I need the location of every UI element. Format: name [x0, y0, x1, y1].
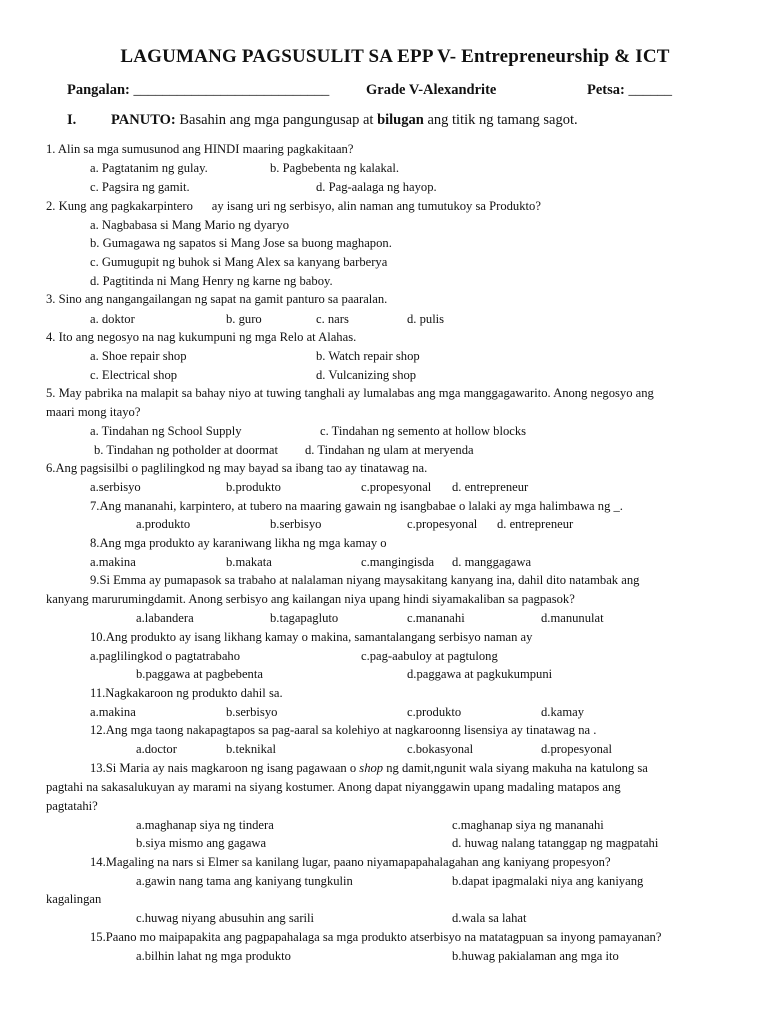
option: b. Gumagawa ng sapatos si Mang Jose sa buong maghapon.: [90, 236, 392, 250]
option: b.serbisyo: [226, 705, 278, 719]
option: c.mananahi: [407, 611, 465, 625]
option: a.labandera: [136, 611, 194, 625]
question-7: 7.Ang mananahi, karpintero, at tubero na maaring gawain ng isangbabae o lalaki ay mga halimbawa ng _.: [90, 499, 623, 513]
option: d.paggawa at pagkukumpuni: [407, 667, 553, 681]
name-field: [67, 82, 329, 99]
name-label: Pangalan:: [67, 82, 130, 98]
option: c. Gumugupit ng buhok si Mang Alex sa kanyang barberya: [90, 255, 388, 269]
name-blank: ___________________________: [133, 82, 330, 98]
question-8: 8.Ang mga produkto ay karaniwang likha ng mga kamay o: [90, 536, 387, 550]
question-2: 2. Kung ang pagkakarpintero ay isang uri ng serbisyo, alin naman ang tumutukoy sa Produkto?: [46, 199, 541, 213]
option: a. doktor: [90, 312, 135, 326]
option: a. Nagbabasa si Mang Mario ng dyaryo: [90, 218, 289, 232]
option: a.serbisyo: [90, 480, 141, 494]
question-10: 10.Ang produkto ay isang likhang kamay o makina, samantalangang serbisyo naman ay: [90, 630, 533, 644]
date-field: [587, 82, 672, 99]
option: b. Pagbebenta ng kalakal.: [270, 161, 400, 175]
question-4: 4. Ito ang negosyo na nag kukumpuni ng mga Relo at Alahas.: [46, 330, 357, 344]
instructions-label: PANUTO:: [111, 112, 176, 128]
option: b.siya mismo ang gagawa: [136, 836, 267, 850]
option: a.produkto: [136, 517, 191, 531]
option: a.makina: [90, 555, 136, 569]
option: d. Pag-aalaga ng hayop.: [316, 180, 437, 194]
question-15: 15.Paano mo maipapakita ang pagpapahalaga sa mga produkto atserbisyo na matatagpuan sa inyong pamayanan?: [90, 930, 662, 944]
option: c. Tindahan ng semento at hollow blocks: [320, 424, 527, 438]
question-5-cont: maari mong itayo?: [46, 405, 141, 419]
question-12: 12.Ang mga taong nakapagtapos sa pag-aaral sa kolehiyo at nagkaroonng lisensiya ay tinatawag na .: [90, 723, 597, 737]
option: d.propesyonal: [541, 742, 612, 756]
question-13-cont: pagtahi na sakasalukuyan ay marami na siyang kostumer. Anong dapat niyanggawin upang madaling matapos ang: [46, 780, 621, 794]
option: a. Tindahan ng School Supply: [90, 424, 242, 438]
option-cont: kagalingan: [46, 892, 102, 906]
option: b. guro: [226, 312, 262, 326]
option: d. manggagawa: [452, 555, 532, 569]
page-title: LAGUMANG PAGSUSULIT SA EPP V- Entrepreneurship & ICT: [120, 46, 670, 67]
option: b. Tindahan ng potholder at doormat: [94, 443, 278, 457]
option: a.paglilingkod o pagtatrabaho: [90, 649, 241, 663]
question-13: [90, 762, 648, 775]
option: b.paggawa at pagbebenta: [136, 667, 263, 681]
question-13-pre: 13.Si Maria ay nais magkaroon ng isang pagawaan o: [90, 761, 360, 775]
option: b.dapat ipagmalaki niya ang kaniyang: [452, 874, 644, 888]
option: b.huwag pakialaman ang mga ito: [452, 949, 619, 963]
option: d.manunulat: [541, 611, 604, 625]
question-13-italic: shop: [359, 761, 384, 775]
date-label: Petsa:: [587, 82, 625, 98]
option: b.produkto: [226, 480, 281, 494]
option: d. entrepreneur: [497, 517, 574, 531]
option: d. entrepreneur: [452, 480, 529, 494]
question-13-post: ng damit,ngunit wala siyang makuha na katulong sa: [383, 761, 648, 775]
question-14: 14.Magaling na nars si Elmer sa kanilang lugar, paano niyamapapahalagahan ang kaniyang propesyon?: [90, 855, 611, 869]
question-5: 5. May pabrika na malapit sa bahay niyo at tuwing tanghali ay lumalabas ang mga manggagawarito. Anong negosyo ang: [46, 386, 654, 400]
question-13-cont-2: pagtatahi?: [46, 799, 98, 813]
question-6: 6.Ang pagsisilbi o paglilingkod ng may bayad sa ibang tao ay tinatawag na.: [46, 461, 428, 475]
option: c. Pagsira ng gamit.: [90, 180, 190, 194]
option: c.propesyonal: [407, 517, 478, 531]
option: c.maghanap siya ng mananahi: [452, 818, 604, 832]
instructions-bold-word: bilugan: [377, 112, 424, 128]
option: c.bokasyonal: [407, 742, 474, 756]
option: c.huwag niyang abusuhin ang sarili: [136, 911, 315, 925]
option: d.kamay: [541, 705, 585, 719]
section-number: I.: [67, 112, 77, 128]
option: d. Tindahan ng ulam at meryenda: [305, 443, 474, 457]
option: d. Pagtitinda ni Mang Henry ng karne ng baboy.: [90, 274, 333, 288]
option: c.pag-aabuloy at pagtulong: [361, 649, 498, 663]
option: a.bilhin lahat ng mga produkto: [136, 949, 291, 963]
option: d.wala sa lahat: [452, 911, 527, 925]
instructions: [67, 112, 578, 129]
question-9: 9.Si Emma ay pumapasok sa trabaho at nalalaman niyang maysakitang kanyang ina, dahil dito natambak ang: [90, 573, 640, 587]
option: d. pulis: [407, 312, 445, 326]
option: c.produkto: [407, 705, 462, 719]
question-1: 1. Alin sa mga sumusunod ang HINDI maaring pagkakitaan?: [46, 142, 354, 156]
instructions-text-1: Basahin ang mga pangungusap at: [179, 112, 374, 128]
option: c. Electrical shop: [90, 368, 178, 382]
option: b.serbisyo: [270, 517, 322, 531]
option: c.propesyonal: [361, 480, 432, 494]
option: a. Pagtatanim ng gulay.: [90, 161, 208, 175]
option: b.teknikal: [226, 742, 277, 756]
option: b. Watch repair shop: [316, 349, 420, 363]
option: b.makata: [226, 555, 272, 569]
grade-label: Grade V-Alexandrite: [366, 82, 497, 98]
option: d. Vulcanizing shop: [316, 368, 417, 382]
question-3: 3. Sino ang nangangailangan ng sapat na gamit panturo sa paaralan.: [46, 292, 388, 306]
option: d. huwag nalang tatanggap ng magpatahi: [452, 836, 659, 850]
question-9-cont: kanyang marurumingdamit. Anong serbisyo ang kailangan niya upang hindi siyamakaliban sa pagpasok?: [46, 592, 575, 606]
option: a.makina: [90, 705, 136, 719]
instructions-text-2: ang titik ng tamang sagot.: [427, 112, 578, 128]
question-11: 11.Nagkakaroon ng produkto dahil sa.: [90, 686, 283, 700]
option: a.gawin nang tama ang kaniyang tungkulin: [136, 874, 353, 888]
option: a.maghanap siya ng tindera: [136, 818, 274, 832]
date-blank: ______: [628, 82, 672, 98]
option: a. Shoe repair shop: [90, 349, 187, 363]
option: c. nars: [316, 312, 349, 326]
option: c.mangingisda: [361, 555, 435, 569]
option: a.doctor: [136, 742, 177, 756]
option: b.tagapagluto: [270, 611, 339, 625]
